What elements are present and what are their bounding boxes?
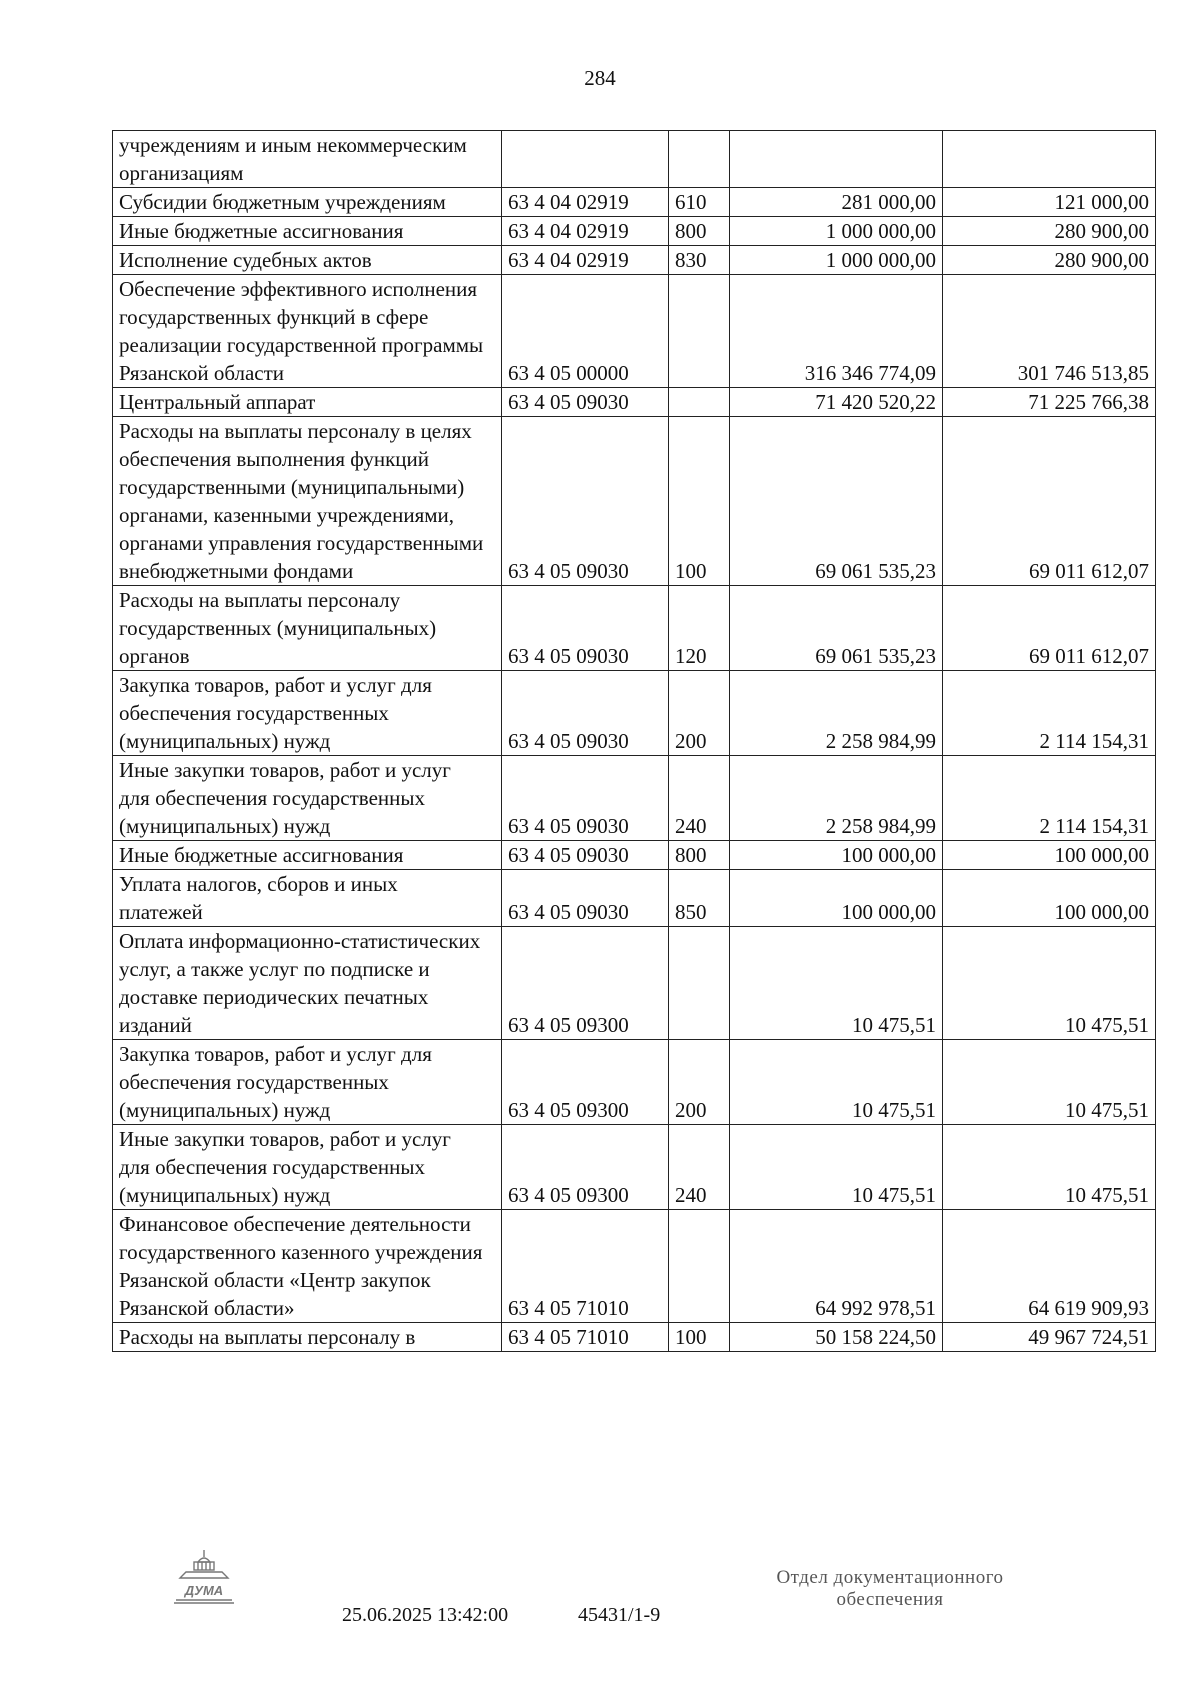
- row-amount-2027: 10 475,51: [943, 927, 1156, 1040]
- table-row: [113, 870, 1156, 927]
- row-amount-2027: 100 000,00: [943, 841, 1156, 870]
- table-row: [113, 1210, 1156, 1323]
- table-row: [113, 756, 1156, 841]
- row-name-text: Иные бюджетные ассигнования: [119, 843, 404, 867]
- row-name: [113, 388, 502, 417]
- duma-logo-icon: [172, 1548, 236, 1609]
- row-expense-type: 200: [669, 1040, 730, 1125]
- row-name-text: Исполнение судебных актов: [119, 248, 372, 272]
- row-name-text: Финансовое обеспечение деятельности государственного казенного учреждения Рязанской области «Центр закупок Рязанской области»: [119, 1212, 483, 1320]
- table-row: [113, 131, 1156, 188]
- row-name-text: Расходы на выплаты персоналу в: [119, 1325, 416, 1349]
- row-amount-2026: 69 061 535,23: [730, 417, 943, 586]
- row-amount-2026: 100 000,00: [730, 841, 943, 870]
- row-amount-2027: 2 114 154,31: [943, 671, 1156, 756]
- row-amount-2027: 10 475,51: [943, 1125, 1156, 1210]
- row-code: [502, 131, 669, 188]
- row-amount-2027: 49 967 724,51: [943, 1323, 1156, 1352]
- row-code: 63 4 05 00000: [502, 275, 669, 388]
- row-name: [113, 275, 502, 388]
- row-amount-2026: 10 475,51: [730, 1040, 943, 1125]
- row-name-text: Иные закупки товаров, работ и услуг для обеспечения государственных (муниципальных) нужд: [119, 1127, 451, 1207]
- row-amount-2026: 100 000,00: [730, 870, 943, 927]
- row-amount-2026: 64 992 978,51: [730, 1210, 943, 1323]
- row-expense-type: 800: [669, 841, 730, 870]
- row-amount-2027: 2 114 154,31: [943, 756, 1156, 841]
- row-expense-type: 850: [669, 870, 730, 927]
- row-expense-type: 240: [669, 1125, 730, 1210]
- row-name-text: Уплата налогов, сборов и иных платежей: [119, 872, 398, 924]
- row-name-text: Оплата информационно-статистических услуг, а также услуг по подписке и доставке периодических печатных изданий: [119, 929, 481, 1037]
- row-name-text: учреждениям и иным некоммерческим организациям: [119, 133, 467, 185]
- table-row: [113, 417, 1156, 586]
- table-row: [113, 246, 1156, 275]
- row-amount-2026: 71 420 520,22: [730, 388, 943, 417]
- row-name: [113, 841, 502, 870]
- row-amount-2026: 10 475,51: [730, 927, 943, 1040]
- row-expense-type: [669, 275, 730, 388]
- row-amount-2027: 69 011 612,07: [943, 586, 1156, 671]
- row-amount-2026: 2 258 984,99: [730, 756, 943, 841]
- row-code: 63 4 05 09300: [502, 1040, 669, 1125]
- row-expense-type: [669, 131, 730, 188]
- department-stamp: Отдел документационного обеспечения: [776, 1567, 1004, 1610]
- row-name-text: Закупка товаров, работ и услуг для обеспечения государственных (муниципальных) нужд: [119, 1042, 432, 1122]
- row-expense-type: 240: [669, 756, 730, 841]
- row-amount-2026: 69 061 535,23: [730, 586, 943, 671]
- row-code: 63 4 04 02919: [502, 217, 669, 246]
- row-code: 63 4 04 02919: [502, 246, 669, 275]
- row-code: 63 4 05 09030: [502, 671, 669, 756]
- row-expense-type: 100: [669, 1323, 730, 1352]
- row-name: [113, 1125, 502, 1210]
- table-row: [113, 388, 1156, 417]
- row-code: 63 4 05 09030: [502, 756, 669, 841]
- row-name-text: Субсидии бюджетным учреждениям: [119, 190, 446, 214]
- row-name: [113, 756, 502, 841]
- registration-number: 45431/1-9: [578, 1604, 661, 1626]
- row-expense-type: [669, 927, 730, 1040]
- row-code: 63 4 05 09030: [502, 841, 669, 870]
- table-row: [113, 188, 1156, 217]
- row-amount-2026: 281 000,00: [730, 188, 943, 217]
- row-amount-2027: 64 619 909,93: [943, 1210, 1156, 1323]
- row-expense-type: 610: [669, 188, 730, 217]
- page-number: 284: [584, 66, 616, 90]
- row-name: [113, 217, 502, 246]
- budget-table: [112, 130, 1156, 1352]
- row-expense-type: 200: [669, 671, 730, 756]
- row-amount-2027: 280 900,00: [943, 217, 1156, 246]
- row-name-text: Закупка товаров, работ и услуг для обеспечения государственных (муниципальных) нужд: [119, 673, 432, 753]
- row-amount-2027: 69 011 612,07: [943, 417, 1156, 586]
- row-amount-2026: 1 000 000,00: [730, 217, 943, 246]
- row-amount-2027: 100 000,00: [943, 870, 1156, 927]
- row-code: 63 4 05 09030: [502, 417, 669, 586]
- row-amount-2027: [943, 131, 1156, 188]
- row-name: [113, 188, 502, 217]
- row-name: [113, 671, 502, 756]
- table-row: [113, 927, 1156, 1040]
- row-code: 63 4 05 09030: [502, 870, 669, 927]
- row-name-text: Расходы на выплаты персоналу государственных (муниципальных) органов: [119, 588, 437, 668]
- row-name: [113, 927, 502, 1040]
- row-name: [113, 1210, 502, 1323]
- row-name-text: Обеспечение эффективного исполнения государственных функций в сфере реализации государственной программы Рязанской области: [119, 277, 484, 385]
- row-code: 63 4 05 71010: [502, 1210, 669, 1323]
- row-amount-2027: 280 900,00: [943, 246, 1156, 275]
- row-name: [113, 1040, 502, 1125]
- registration-date: 25.06.2025 13:42:00: [342, 1604, 509, 1626]
- table-row: [113, 1040, 1156, 1125]
- row-amount-2026: 316 346 774,09: [730, 275, 943, 388]
- row-expense-type: [669, 388, 730, 417]
- row-amount-2027: 10 475,51: [943, 1040, 1156, 1125]
- row-name: [113, 417, 502, 586]
- row-expense-type: 830: [669, 246, 730, 275]
- table-row: [113, 671, 1156, 756]
- row-amount-2026: 50 158 224,50: [730, 1323, 943, 1352]
- row-amount-2027: 121 000,00: [943, 188, 1156, 217]
- row-amount-2027: 71 225 766,38: [943, 388, 1156, 417]
- row-amount-2026: [730, 131, 943, 188]
- row-expense-type: [669, 1210, 730, 1323]
- row-name: [113, 586, 502, 671]
- row-amount-2026: 10 475,51: [730, 1125, 943, 1210]
- row-code: 63 4 05 71010: [502, 1323, 669, 1352]
- row-name: [113, 870, 502, 927]
- table-row: [113, 1323, 1156, 1352]
- row-amount-2027: 301 746 513,85: [943, 275, 1156, 388]
- row-amount-2026: 1 000 000,00: [730, 246, 943, 275]
- row-name-text: Иные закупки товаров, работ и услуг для обеспечения государственных (муниципальных) нужд: [119, 758, 451, 838]
- row-code: 63 4 04 02919: [502, 188, 669, 217]
- row-code: 63 4 05 09030: [502, 388, 669, 417]
- row-code: 63 4 05 09030: [502, 586, 669, 671]
- row-expense-type: 800: [669, 217, 730, 246]
- row-name-text: Иные бюджетные ассигнования: [119, 219, 404, 243]
- row-name-text: Расходы на выплаты персоналу в целях обеспечения выполнения функций государственными (муниципальными) органами, казенными учреждениями, органами управления государственными внебюджетными фондами: [119, 419, 484, 583]
- row-name-text: Центральный аппарат: [119, 390, 316, 414]
- row-code: 63 4 05 09300: [502, 1125, 669, 1210]
- table-row: [113, 1125, 1156, 1210]
- row-name: [113, 1323, 502, 1352]
- table-row: [113, 841, 1156, 870]
- logo-text: ДУМА: [184, 1583, 224, 1598]
- row-amount-2026: 2 258 984,99: [730, 671, 943, 756]
- row-expense-type: 100: [669, 417, 730, 586]
- row-expense-type: 120: [669, 586, 730, 671]
- row-code: 63 4 05 09300: [502, 927, 669, 1040]
- row-name: [113, 246, 502, 275]
- table-row: [113, 275, 1156, 388]
- table-row: [113, 586, 1156, 671]
- row-name: [113, 131, 502, 188]
- table-row: [113, 217, 1156, 246]
